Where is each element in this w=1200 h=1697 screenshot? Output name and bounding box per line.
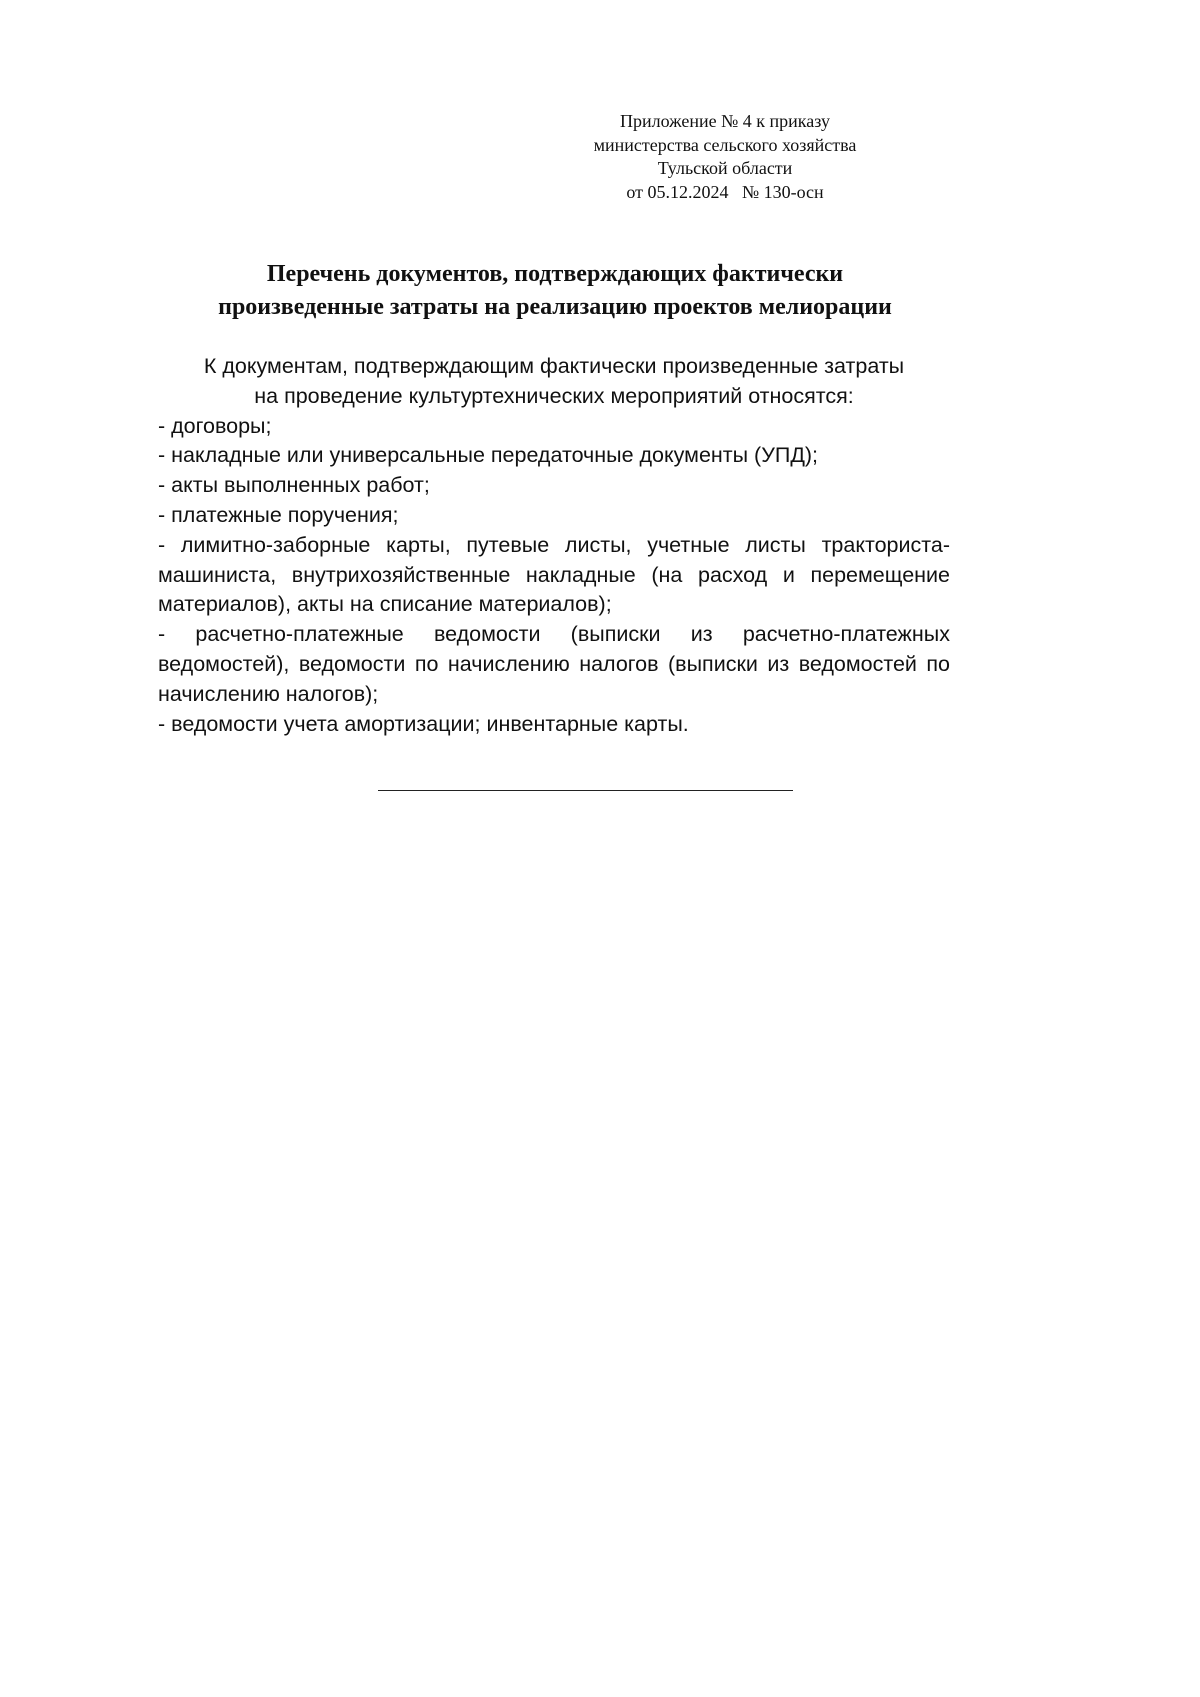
appendix-line: министерства сельского хозяйства (593, 134, 857, 155)
list-item: - лимитно-заборные карты, путевые листы, учетные листы тракториста-машиниста, внутрихозяйственные накладные (на расход и перемещение материалов), акты на списание материалов); (158, 532, 950, 617)
list-item: - расчетно-платежные ведомости (выписки из расчетно-платежных ведомостей), ведомости по начислению налогов (выписки из ведомостей по начислению налогов); (158, 622, 950, 706)
document-title (150, 258, 960, 324)
appendix-header (560, 110, 890, 204)
list-item: - ведомости учета амортизации; инвентарные карты. (158, 711, 689, 736)
list-item: - накладные или универсальные передаточные документы (УПД); (158, 443, 819, 468)
intro-line: К документам, подтверждающим фактически произведенные затраты (203, 354, 905, 378)
title-line: Перечень документов, подтверждающих фактически (266, 261, 844, 287)
title-line: произведенные затраты на реализацию проектов мелиорации (218, 294, 892, 320)
document-body (158, 352, 950, 739)
appendix-line: Приложение № 4 к приказу (620, 111, 830, 131)
list-item: - платежные поручения; (158, 502, 399, 527)
list-item: - акты выполненных работ; (158, 473, 430, 498)
list-item: - договоры; (158, 413, 272, 438)
appendix-line: Тульской области (657, 158, 793, 178)
closing-divider (378, 790, 793, 791)
intro-line: на проведение культуртехнических мероприятий относятся: (254, 383, 854, 408)
appendix-line: от 05.12.2024 № 130-осн (626, 181, 824, 202)
intro-paragraph (158, 352, 950, 412)
